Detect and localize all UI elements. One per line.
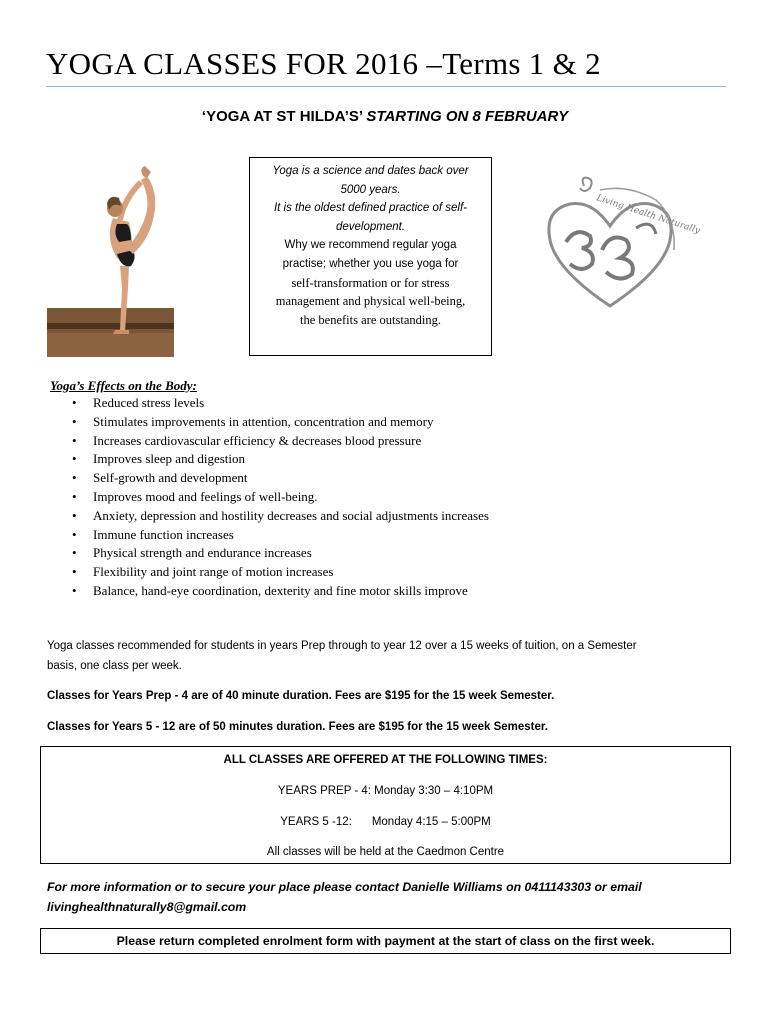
intro-box [249, 157, 492, 356]
classes-prep-info: Classes for Years Prep - 4 are of 40 minute duration. Fees are $195 for the 15 week Semester. [47, 690, 555, 702]
intro-line: development. [335, 220, 406, 233]
list-item: • Reduced stress levels [72, 395, 205, 410]
effects-heading: Yoga’s Effects on the Body: [50, 378, 197, 393]
list-item: • Balance, hand-eye coordination, dexterity and fine motor skills improve [72, 582, 468, 598]
subtitle-plain: ‘YOGA AT ST HILDA’S’ [201, 108, 363, 125]
list-item: • Immune function increases [72, 526, 234, 542]
logo-text: Living Health Naturally [595, 193, 701, 237]
living-health-naturally-logo [536, 170, 701, 318]
intro-line: 5000 years. [340, 183, 401, 196]
list-item: • Improves mood and feelings of well-being. [72, 488, 318, 504]
times-years-5-12: YEARS 5 -12: Monday 4:15 – 5:00PM [280, 816, 491, 828]
intro-line: self-transformation or for stress [291, 275, 450, 290]
email-link[interactable]: livinghealthnaturally8@gmail.com [47, 900, 247, 914]
intro-line: Why we recommend regular yoga [284, 239, 457, 252]
yoga-pose-photo [47, 158, 174, 357]
list-item: • Improves sleep and digestion [72, 451, 245, 467]
list-item: • Anxiety, depression and hostility decreases and social adjustments increases [72, 507, 489, 523]
list-item: • Physical strength and endurance increases [72, 545, 312, 561]
contact-info: For more information or to secure your place please contact Danielle Williams on 0411143303 or email livinghealthnaturally8@gmail.com [47, 877, 737, 917]
times-prep: YEARS PREP - 4: Monday 3:30 – 4:10PM [277, 785, 494, 797]
return-form-note: Please return completed enrolment form with payment at the start of class on the first week. [40, 928, 731, 954]
intro-line: practise; whether you use yoga for [282, 257, 459, 270]
intro-line: management and physical well-being, [275, 294, 466, 309]
venue-note: All classes will be held at the Caedmon Centre [266, 846, 505, 858]
intro-line: the benefits are outstanding. [300, 312, 441, 327]
list-item: • Self-growth and development [72, 470, 248, 486]
recommendation-paragraph: Yoga classes recommended for students in years Prep through to year 12 over a 15 weeks of tuition, on a Semester basis, one class per week. [47, 640, 637, 672]
list-item: • Increases cardiovascular efficiency & decreases blood pressure [72, 432, 422, 448]
effects-section [50, 377, 730, 601]
effects-list [50, 394, 730, 601]
subtitle-start-date: STARTING ON 8 FEBRUARY [366, 108, 569, 125]
intro-line: It is the oldest defined practice of self- [273, 202, 468, 215]
page-title: YOGA CLASSES FOR 2016 –Terms 1 & 2 [46, 46, 726, 87]
list-item: • Stimulates improvements in attention, concentration and memory [72, 413, 434, 429]
subtitle [0, 108, 770, 125]
class-times-box [40, 746, 731, 864]
classes-5-12-info: Classes for Years 5 - 12 are of 50 minutes duration. Fees are $195 for the 15 week Semester. [47, 721, 548, 733]
times-heading: ALL CLASSES ARE OFFERED AT THE FOLLOWING TIMES: [223, 754, 548, 766]
list-item: • Flexibility and joint range of motion increases [72, 564, 334, 580]
intro-line: Yoga is a science and dates back over [272, 165, 469, 177]
